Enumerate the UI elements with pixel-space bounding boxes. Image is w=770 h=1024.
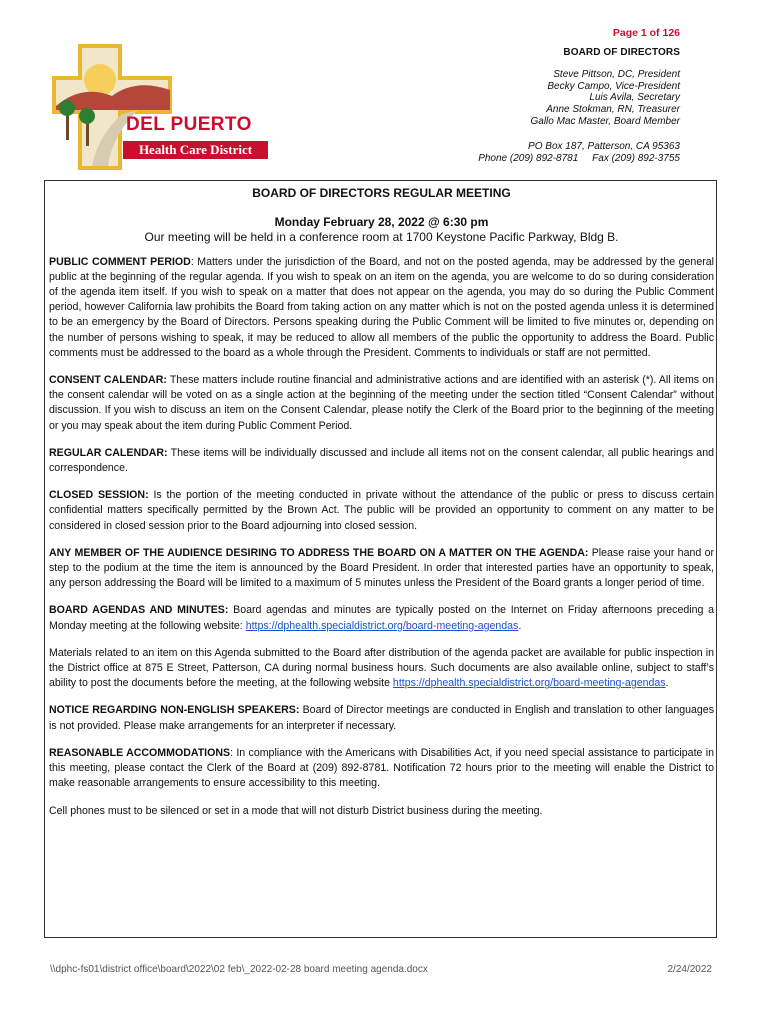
section-text: Materials related to an item on this Agenda submitted to the Board after distribution of the agenda packet are available for public inspection in the District office at 875 E Street, Patterson, CA during normal business hours. Such documents are also available online, subject to staff’s ability to post the documents before the meeting, at the following website [49, 646, 714, 690]
materials-section [49, 646, 714, 692]
meeting-location: Our meeting will be held in a conference room at 1700 Keystone Pacific Parkway, Bldg B. [144, 230, 619, 245]
section-text: Board of Director meetings are conducted in English and translation to other languages is not provided. Please make arrangements for an interpreter if necessary. [49, 704, 714, 732]
accommodations-section [49, 746, 714, 792]
section-heading: BOARD AGENDAS AND MINUTES: [49, 604, 229, 617]
agendas-link[interactable]: https://dphealth.specialdistrict.org/board-meeting-agendas [245, 619, 519, 632]
board-heading: BOARD OF DIRECTORS [563, 47, 680, 58]
section-text: Is the portion of the meeting conducted in private without the attendance of the public or press to discuss certain confidential matters specifically permitted by the Brown Act. The public will be provided an opportunity to comment on any matter to be considered in closed session prior to the Board adjourning into closed session. [49, 489, 714, 532]
footer-date: 2/24/2022 [667, 964, 712, 975]
section-text: Cell phones must to be silenced or set in a mode that will not disturb District business during the meeting. [49, 804, 543, 817]
logo-subtitle: Health Care District [123, 141, 268, 159]
page-number: Page 1 of 126 [612, 27, 680, 39]
non-english-section [49, 703, 714, 733]
mailing-address: PO Box 187, Patterson, CA 95363 [528, 141, 680, 152]
public-comment-section [49, 255, 714, 361]
officer-secretary: Luis Avila, Secretary [589, 92, 680, 104]
officer-vice-president: Becky Campo, Vice-President [547, 80, 680, 92]
section-heading: CLOSED SESSION: [49, 489, 149, 502]
del-puerto-logo [52, 44, 274, 170]
officer-list [531, 69, 681, 128]
section-heading: NOTICE REGARDING NON-ENGLISH SPEAKERS: [49, 704, 300, 717]
section-text-end: . [518, 619, 522, 632]
footer-file-path: \\dphc-fs01\district office\board\2022\02 feb\_2022-02-28 board meeting agenda.docx [50, 964, 428, 975]
officer-president: Steve Pittson, DC, President [553, 69, 680, 80]
section-text-end: . [665, 677, 669, 690]
section-heading: PUBLIC COMMENT PERIOD [49, 255, 191, 268]
section-text: These items will be individually discussed and include all items not on the consent calendar, all public hearings and correspondence. [49, 446, 714, 475]
section-text: Board agendas and minutes are typically posted on the Internet on Friday afternoons preceding a Monday meeting at the following website: [49, 604, 715, 632]
meeting-date: Monday February 28, 2022 @ 6:30 pm [274, 215, 489, 230]
agenda-content [49, 186, 714, 831]
audience-section [49, 546, 714, 592]
meeting-title: BOARD OF DIRECTORS REGULAR MEETING [252, 186, 511, 200]
section-heading: REASONABLE ACCOMMODATIONS [49, 746, 231, 759]
materials-link[interactable]: https://dphealth.specialdistrict.org/board-meeting-agendas [392, 677, 666, 690]
logo-name: DEL PUERTO [126, 114, 252, 135]
section-heading: CONSENT CALENDAR: [49, 374, 167, 387]
cell-phones-section [49, 804, 714, 819]
section-text: : In compliance with the Americans with Disabilities Act, if you need special assistance to participate in this meeting, please contact the Clerk of the Board at (209) 892-8781. Notification 72 hours prior to the meeting will enable the District to make reasonable arrangements to ensure accessibility to this meeting. [49, 746, 714, 790]
closed-session-section [49, 488, 714, 534]
agendas-minutes-section [49, 603, 714, 633]
consent-calendar-section [49, 373, 714, 434]
section-heading: REGULAR CALENDAR: [49, 446, 168, 459]
section-text: : Matters under the jurisdiction of the Board, and not on the posted agenda, may be addressed by the general public at the beginning of the regular agenda. If you wish to speak on an item on the agenda, you are welcome to do so during consideration of the agenda item itself. If you wish to speak on a matter that does not appear on the agenda, you may do so during the Public Comment period, however California law prohibits the Board from taking action on any matter which is not on the posted agenda unless it is determined to be an emergency by the Board of Directors. Persons speaking during the Public Comment will be limited to five minutes or, depending on the number of persons wishing to speak, it may be reduced to allow all members of the public the opportunity to address the Board. Public comments must be addressed to the board as a whole through the President. Comments to individuals or staff are not permitted. [49, 255, 714, 359]
section-heading: ANY MEMBER OF THE AUDIENCE DESIRING TO ADDRESS THE BOARD ON A MATTER ON THE AGENDA: [49, 546, 589, 559]
officer-treasurer: Anne Stokman, RN, Treasurer [546, 104, 680, 116]
section-text: These matters include routine financial and administrative actions and are identified with an asterisk (*). All items on the consent calendar will be voted on as a single action at the beginning of the meeting under the section titled “Consent Calendar” without discussion. If you wish to discuss an item on the Consent Calendar, please notify the Clerk of the Board prior to the beginning of the meeting or you may speak about the item during Public Comment Period. [49, 374, 714, 432]
section-text: Please raise your hand or step to the podium at the time the item is announced by the Board President. In order that interested parties have an opportunity to speak, any person addressing the Board will be limited to a maximum of 5 minutes unless the President of the Board grants a longer period of time. [49, 546, 714, 590]
contact-block [478, 141, 680, 164]
regular-calendar-section [49, 446, 714, 476]
officer-board-member: Gallo Mac Master, Board Member [530, 115, 680, 127]
phone-fax: Phone (209) 892-8781 Fax (209) 892-3755 [478, 152, 680, 164]
